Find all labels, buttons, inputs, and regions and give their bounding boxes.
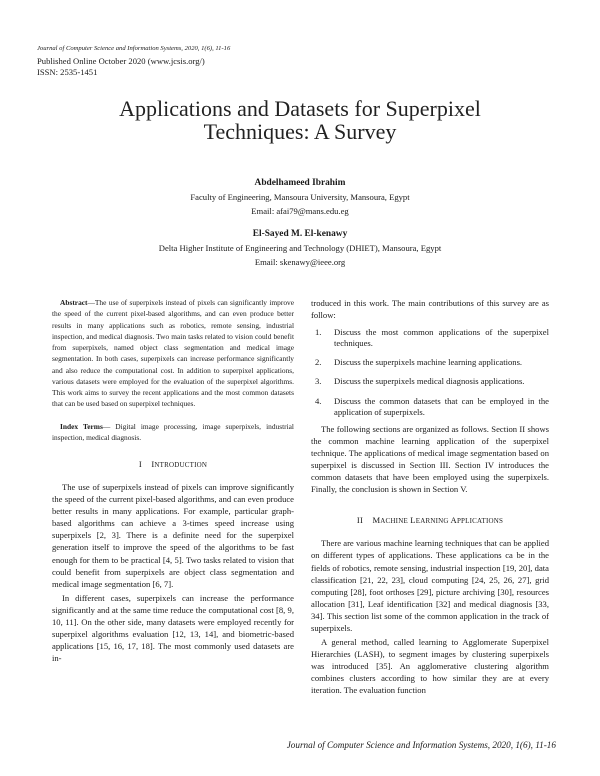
index-terms	[52, 421, 294, 444]
ml-paragraph-1: There are various machine learning techniques that can be applied on different types of applications. These applications ca be in the fields of robotics, remote sensing, industrial inspection [19, 20], data classification [21, 22, 23], cloud computing [24, 25, 26, 27], grid computing [28], foot orthoses [29], picture archiving [30], resources allocation [31], Leaf identification [32] and medical diagnosis [33, 34]. This section list some of the common application in the track of superpixels.	[311, 538, 549, 633]
contribution-item: 4. Discuss the common datasets that can be employed in the application of superpixels.	[315, 395, 549, 417]
page-footer: Journal of Computer Science and Information Systems, 2020, 1(6), 11-16	[286, 740, 556, 750]
index-terms-label: Index Terms	[60, 421, 103, 431]
intro-paragraph-1: The use of superpixels instead of pixels can improve significantly the speed of the current pixel-based algorithms, and can even produce better results in many applications. For example, particular graph-based algorithms can achieve a 3-times speed increase using superpixels [2, 3]. There is a definite need for the superpixel generation itself to improve the speed of the algorithms to be fast enough for them to be practical [4, 5]. Two tasks related to vision that could benefit from superpixels are object class segmentation and medical image segmentation [6, 7].	[52, 482, 294, 589]
author-2-name: El-Sayed M. El-kenawy	[252, 229, 348, 239]
ml-paragraph-2: A general method, called learning to Agglomerate Superpixel Hierarchies (LASH), to segment images by clustering superpixels was introduced [35]. An agglomerative clustering algorithm combines clusters according to how similar they are at every iteration. The evaluation function	[311, 637, 549, 696]
index-terms-text: — Digital image processing, image superpixels, industrial inspection, medical diagnosis.	[52, 421, 294, 442]
section-2-numeral: II	[356, 515, 364, 526]
contribution-item: 1. Discuss the most common applications of the superpixel techniques.	[315, 327, 549, 349]
section-1-title: INTRODUCTION	[151, 459, 208, 469]
section-2-heading	[311, 515, 549, 525]
journal-citation: Journal of Computer Science and Information Systems, 2020, 1(6), 11-16	[37, 45, 231, 52]
contribution-item: 3. Discuss the superpixels medical diagnosis applications.	[315, 376, 525, 387]
right-column	[311, 297, 549, 697]
intro-paragraph-2: In different cases, superpixels can increase the performance significantly and at the same time reduce the computational cost [8, 9, 10, 11]. On the other side, many datasets were employed recently for superpixel algorithms evaluation [12, 13, 14], and biometric-based applications [15, 16, 17, 18]. The most commonly used datasets are in-	[52, 592, 294, 664]
publication-date: Published Online October 2020 (www.jcsis.org/)	[37, 56, 205, 66]
author-1-email[interactable]: Email: afai79@mans.edu.eg	[251, 206, 349, 216]
issn: ISSN: 2535-1451	[37, 67, 98, 77]
author-2-affiliation: Delta Higher Institute of Engineering and Technology (DHIET), Mansoura, Egypt	[158, 243, 442, 253]
section-1-numeral: I	[138, 459, 142, 469]
abstract-label: Abstract	[60, 298, 88, 307]
abstract	[52, 297, 294, 410]
title-line-1: Applications and Datasets for Superpixel	[119, 96, 481, 121]
organization-paragraph: The following sections are organized as follows. Section II shows the common machine learning application of the superpixel technique. The applications of medical image segmentation based on superpixel is discussed in Section III. Section IV introduces the common datasets that have been employed using the superpixels. Finally, the conclusion is shown in Section V.	[311, 423, 549, 495]
author-2-email[interactable]: Email: skenawy@ieee.org	[254, 257, 346, 267]
contributions-list	[311, 327, 549, 418]
section-2-title: MACHINE LEARNING APPLICATIONS	[372, 515, 504, 526]
paper-title	[0, 97, 600, 143]
title-line-2: Techniques: A Survey	[203, 119, 397, 144]
author-1-name: Abdelhameed Ibrahim	[254, 178, 346, 188]
author-1-affiliation: Faculty of Engineering, Mansoura University, Mansoura, Egypt	[190, 192, 410, 202]
section-1-heading	[52, 459, 294, 469]
contribution-item: 2. Discuss the superpixels machine learning applications.	[315, 357, 523, 368]
left-column	[52, 297, 294, 664]
abstract-text: —The use of superpixels instead of pixels can significantly improve the speed of the current pixel-based algorithms, and can even produce better results in many applications such as robotics, remote sensing, industrial inspection, and medical diagnosis. Two main tasks related to vision could benefit from superpixels, named object class segmentation and medical image segmentation. In both cases, superpixels can increase performance significantly and also reduce the computational cost. In addition to superpixel applications, various datasets were employed for the evaluation of the superpixel algorithms. This work aims to survey the recent applications and the most common datasets that can be used based on superpixel techniques.	[52, 298, 294, 409]
intro-continuation: troduced in this work. The main contributions of this survey are as follow:	[311, 298, 549, 321]
